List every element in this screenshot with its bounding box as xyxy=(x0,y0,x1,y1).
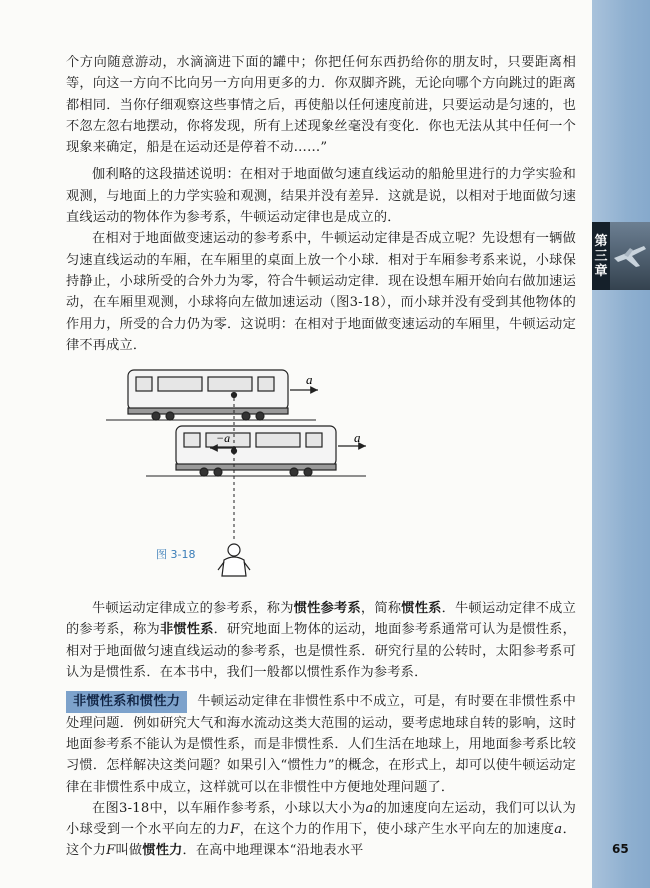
page-number: 65 xyxy=(612,842,629,856)
paragraph-inertial-frame xyxy=(66,598,576,683)
text-span: 在图3-18中，以车厢作参考系，小球以大小为 xyxy=(92,800,366,816)
chapter-tab[interactable] xyxy=(592,222,650,290)
paragraph-accelerating-frame: 在相对于地面做变速运动的参考系中，牛顿运动定律是否成立呢？先设想有一辆做匀速直线运动的车厢，在车厢里的桌面上放一个小球．相对于车厢参考系来说，小球保持静止，小球所受的合外力为零，符合牛顿运动定律．现在设想车厢开始向右做加速运动，在车厢里观测，小球将向左做加速运动（图3-18），而小球并没有受到其他物体的作用力，所受的合力仍为零．这说明：在相对于地面做变速运动的车厢里，牛顿运动定律不再成立． xyxy=(66,231,576,353)
text-span: ．牛顿运动定律不成立的参考系，称为 xyxy=(66,601,577,638)
label-minus-a: −a xyxy=(216,431,231,446)
text-span: 的加速度向左运动，我们可以认为小球受到一个水平向左的力 xyxy=(66,800,576,838)
chapter-sidebar xyxy=(592,0,650,888)
figure-caption: 图 3-18 xyxy=(156,548,196,561)
chapter-tab-label xyxy=(592,222,610,290)
var-a: a xyxy=(365,800,374,816)
train-car-top xyxy=(128,370,288,420)
text-span: ，简称 xyxy=(360,601,402,617)
label-a-right: a xyxy=(354,430,361,446)
text-span: ．这个力 xyxy=(66,822,576,859)
train-diagram xyxy=(106,364,406,586)
chapter-tab-char-2: 三 xyxy=(594,248,608,264)
paragraph-quote-end: 个方向随意游动，水滴滴进下面的罐中；你把任何东西扔给你的朋友时，只要距离相等，向这一方向不比向另一方向用更多的力．你双脚齐跳，无论向哪个方向跳过的距离都相同．当你仔细观察这些事情之后，再使船以任何速度前进，只要运动是匀速的，也不忽左忽右地摆动，你将发现，所有上述现象丝毫没有变化．你也无法从其中任何一个现象来确定，船是在运动还是停着不动……” xyxy=(66,55,576,156)
text-span: 牛顿运动定律在非惯性系中不成立，可是，有时要在非惯性系中处理问题．例如研究大气和海水流动这类大范围的运动，要考虑地球自转的影响，这时地面参考系不能认为是惯性系，而是非惯性系．人们生活在地球上，用地面参考系比较习惯．怎样解决这类问题？如果引入“惯性力”的概念，在形式上，却可以使牛顿运动定律在非惯性系中成立，这样就可以在非惯性中方便地处理问题了． xyxy=(66,694,576,795)
term-inertial-frame: 惯性系 xyxy=(401,601,442,617)
jet-aircraft-image xyxy=(610,222,650,290)
figure-3-18 xyxy=(66,364,576,586)
page-body xyxy=(66,52,576,862)
paragraph-inertial-force-intro xyxy=(66,691,576,797)
text-span: ．研究地面上物体的运动，地面参考系通常可认为是惯性系，相对于地面做匀速直线运动的参考系，也是惯性系．研究行星的公转时，太阳参考系可认为是惯性系．在本书中，我们一般都以惯性系作为参考系． xyxy=(66,622,576,681)
chapter-tab-char-1: 第 xyxy=(594,233,608,249)
paragraph-galileo-explanation: 伽利略的这段描述说明：在相对于地面做匀速直线运动的船舱里进行的力学实验和观测，与地面上的力学实验和观测，结果并没有差异．这就是说，以相对于地面做匀速直线运动的物体作为参考系，牛顿运动定律也是成立的． xyxy=(66,167,576,226)
label-a-top: a xyxy=(306,372,313,388)
term-non-inertial-frame: 非惯性系 xyxy=(159,622,214,638)
term-inertial-reference-frame: 惯性参考系 xyxy=(293,601,361,617)
train-car-bottom xyxy=(176,426,336,476)
var-f: F xyxy=(106,843,116,859)
observer-figure xyxy=(218,544,250,576)
text-span: ，在这个力的作用下，使小球产生水平向左的加速度 xyxy=(239,822,555,838)
section-heading-noninertial: 非惯性系和惯性力 xyxy=(66,691,187,712)
text-span: 牛顿运动定律成立的参考系，称为 xyxy=(92,601,294,617)
text-span: ．在高中地理课本“沿地表水平 xyxy=(182,843,364,859)
text-span: 叫做 xyxy=(115,843,143,859)
chapter-tab-char-3: 章 xyxy=(594,263,608,279)
paragraph-inertial-force xyxy=(66,798,576,862)
term-inertial-force: 惯性力 xyxy=(142,843,183,859)
var-a: a xyxy=(554,822,563,838)
var-f: F xyxy=(230,822,240,838)
